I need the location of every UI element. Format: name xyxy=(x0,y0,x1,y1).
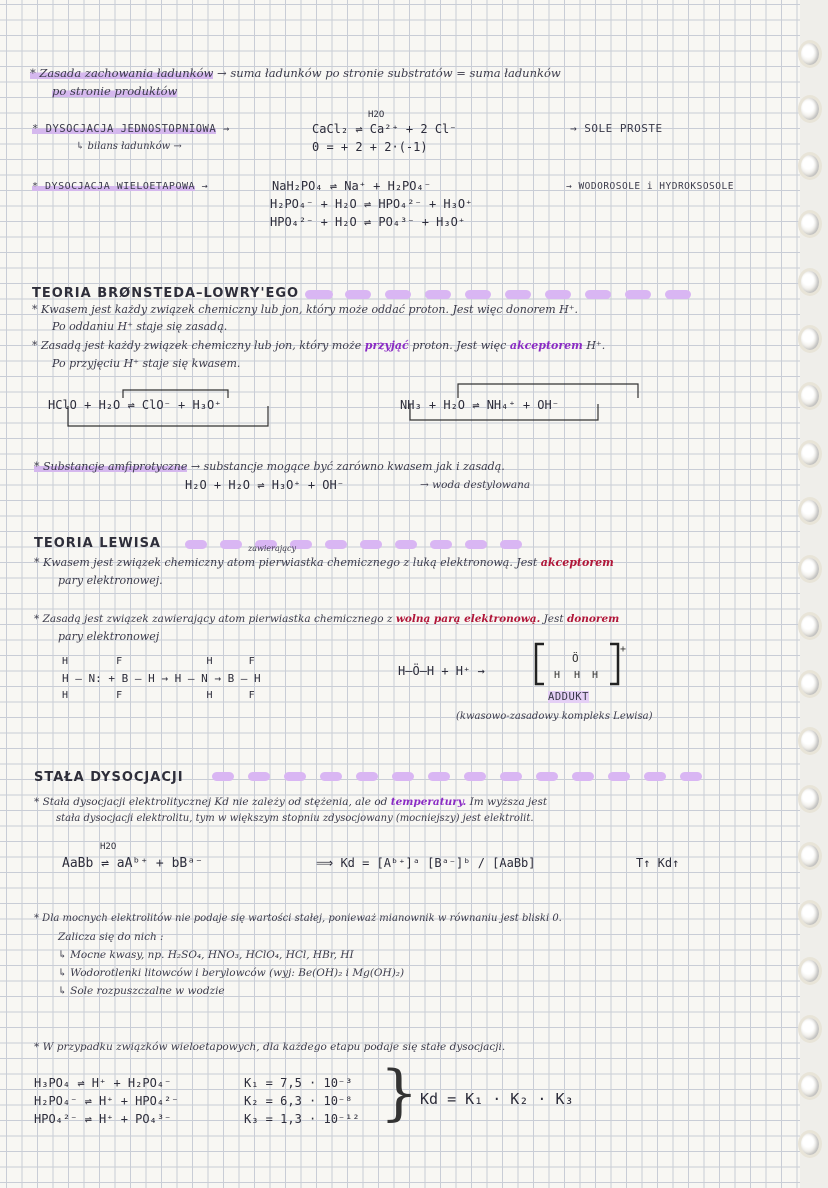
constant-def-text: * Stała dysocjacji elektrolitycznej Kd nie zależy od stężenia, ale od xyxy=(34,796,388,808)
svg-text:+: + xyxy=(620,644,627,655)
amphi-note: → woda destylowana xyxy=(420,479,531,491)
charge-rule xyxy=(30,66,561,80)
adduct-label xyxy=(548,690,589,704)
constant-def xyxy=(34,795,547,809)
dash-decoration xyxy=(248,772,270,781)
strong-bases: ↳ Wodorotlenki litowców i berylowców (wyj: Be(OH)₂ i Mg(OH)₂) xyxy=(58,967,405,979)
dash-decoration xyxy=(465,540,487,549)
multi-eq-2: H₂PO₄⁻ + H₂O ⇌ HPO₄²⁻ + H₃O⁺ xyxy=(270,197,473,211)
nh3-bf3-reaction: H – N: + B – H → H – N → B – H xyxy=(62,672,261,685)
simple-dissociation-title: * DYSOCJACJA JEDNOSTOPNIOWA → xyxy=(32,123,230,135)
dash-decoration xyxy=(284,772,306,781)
bronsted-base-def xyxy=(32,339,605,353)
lewis-acid-acceptor: akceptorem xyxy=(540,556,614,569)
charge-rule-cont xyxy=(52,84,177,98)
ring-icon xyxy=(798,440,822,468)
ring-icon xyxy=(798,957,822,985)
phosphoric-step-2: H₂PO₄⁻ ⇌ H⁺ + HPO₄²⁻ xyxy=(34,1094,179,1108)
dash-decoration xyxy=(392,772,414,781)
multi-result: → WODOROSOLE i HYDROKSOSOLE xyxy=(566,181,734,192)
charge-rule-title: * Zasada zachowania ładunków xyxy=(30,66,214,80)
ring-icon xyxy=(798,612,822,640)
amphi-equation: H₂O + H₂O ⇌ H₃O⁺ + OH⁻ xyxy=(185,478,344,492)
lewis-acid-text: * Kwasem jest związek chemiczny xyxy=(34,556,224,569)
ring-icon xyxy=(798,842,822,870)
base-def-acceptor: akceptorem xyxy=(509,339,583,352)
phosphoric-step-3: HPO₄²⁻ ⇌ H⁺ + PO₄³⁻ xyxy=(34,1112,172,1126)
base-def-cont: Po przyjęciu H⁺ staje się kwasem. xyxy=(52,357,241,370)
dash-decoration xyxy=(360,540,382,549)
ring-icon xyxy=(798,210,822,238)
strong-electrolytes: * Dla mocnych elektrolitów nie podaje się wartości stałej, ponieważ mianownik w równaniu jest bliski 0. xyxy=(34,913,562,924)
constant-def-cont: stała dysocjacji elektrolitu, tym w większym stopniu zdysocjowany (mocniejszy) jest elektrolit. xyxy=(56,813,534,824)
dash-decoration xyxy=(425,290,451,299)
dash-decoration xyxy=(608,772,630,781)
balance-label: ↳ bilans ładunków → xyxy=(76,141,182,152)
amphi-title: * Substancje amfiprotyczne xyxy=(34,460,188,473)
ring-icon xyxy=(798,900,822,928)
lewis-base-donor: donorem xyxy=(566,613,620,625)
dash-decoration xyxy=(465,290,491,299)
dash-decoration xyxy=(505,290,531,299)
dash-decoration xyxy=(428,772,450,781)
dash-decoration xyxy=(325,540,347,549)
lewis-base-text: * Zasadą jest związek zawierający atom pierwiastka chemicznego z xyxy=(34,613,393,625)
kd-formula: ⟹ Kd = [Aᵇ⁺]ᵃ [Bᵃ⁻]ᵇ / [AaBb] xyxy=(316,856,536,870)
svg-text:H: H xyxy=(592,670,599,681)
adduct-text: ADDUKT xyxy=(548,691,589,703)
simple-title-text: * DYSOCJACJA JEDNOSTOPNIOWA xyxy=(32,123,217,135)
temperature-relation: T↑ Kd↑ xyxy=(636,856,680,870)
dash-decoration xyxy=(430,540,452,549)
water-proton-reaction: H–Ö–H + H⁺ → xyxy=(398,664,485,678)
ring-icon xyxy=(798,1072,822,1100)
dash-decoration xyxy=(536,772,558,781)
ring-icon xyxy=(798,785,822,813)
k1-value: K₁ = 7,5 · 10⁻³ xyxy=(244,1076,353,1090)
constant-def-text2: Im wyższa jest xyxy=(469,796,548,808)
lewis-acid-def xyxy=(34,556,614,570)
lewis-title: TEORIA LEWISA xyxy=(34,536,161,551)
ring-icon xyxy=(798,727,822,755)
dash-decoration xyxy=(545,290,571,299)
lewis-acid-cont: pary elektronowej. xyxy=(58,574,163,587)
arrow-icon: → xyxy=(217,66,231,80)
base-def-text: * Zasadą jest każdy związek chemiczny lub jon, który może xyxy=(32,339,362,352)
lewis-base-def xyxy=(34,612,619,626)
ring-icon xyxy=(798,1015,822,1043)
base-def-text2: proton. Jest więc xyxy=(412,339,507,352)
strong-intro: Zalicza się do nich : xyxy=(58,931,164,943)
dash-decoration xyxy=(500,772,522,781)
ring-icon xyxy=(798,152,822,180)
multi-eq-3: HPO₄²⁻ + H₂O ⇌ PO₄³⁻ + H₃O⁺ xyxy=(270,215,466,229)
svg-text:H: H xyxy=(574,670,581,681)
kd-formula-text: Kd = [Aᵇ⁺]ᵃ [Bᵃ⁻]ᵇ / [AaBb] xyxy=(340,856,536,870)
dash-decoration xyxy=(395,540,417,549)
amphi-text: → substancje mogące być zarówno kwasem jak i zasadą. xyxy=(190,460,505,473)
lewis-base-text2: Jest xyxy=(543,613,564,625)
phosphoric-step-1: H₃PO₄ ⇌ H⁺ + H₂PO₄⁻ xyxy=(34,1076,172,1090)
base-def-h: H⁺. xyxy=(586,339,606,352)
constant-def-temp: temperatury. xyxy=(390,796,467,808)
ring-icon xyxy=(798,325,822,353)
ring-icon xyxy=(798,40,822,68)
dash-decoration xyxy=(572,772,594,781)
ring-icon xyxy=(798,497,822,525)
svg-text:H: H xyxy=(554,670,561,681)
dash-decoration xyxy=(345,290,371,299)
base-def-accept: przyjąć xyxy=(364,339,409,352)
ring-icon xyxy=(798,670,822,698)
dash-decoration xyxy=(625,290,651,299)
soluble-salts: ↳ Sole rozpuszczalne w wodzie xyxy=(58,985,225,997)
ring-icon xyxy=(798,268,822,296)
nh3-bf3-top: H F H F xyxy=(62,656,255,667)
acid-def-text: * Kwasem jest każdy związek chemiczny lub jon, który może oddać proton. Jest więc xyxy=(32,303,503,316)
dash-decoration xyxy=(305,290,333,299)
multi-dissociation-title: * DYSOCJACJA WIELOETAPOWA → xyxy=(32,181,209,192)
k2-value: K₂ = 6,3 · 10⁻⁸ xyxy=(244,1094,353,1108)
dash-decoration xyxy=(644,772,666,781)
bronsted-example-1: HClO + H₂O ⇌ ClO⁻ + H₃O⁺ xyxy=(48,398,222,412)
dash-decoration xyxy=(585,290,611,299)
dash-decoration xyxy=(220,540,242,549)
simple-equation: CaCl₂ ⇌ Ca²⁺ + 2 Cl⁻ xyxy=(312,122,457,136)
spiral-binding xyxy=(800,0,828,1188)
bronsted-title: TEORIA BRØNSTEDA–LOWRY'EGO xyxy=(32,286,300,301)
multi-title-text: * DYSOCJACJA WIELOETAPOWA xyxy=(32,181,196,192)
amphiprotic-def xyxy=(34,460,505,474)
multi-eq-1: NaH₂PO₄ ⇌ Na⁺ + H₂PO₄⁻ xyxy=(272,179,431,193)
ring-icon xyxy=(798,1130,822,1158)
hydronium-bracket-icon xyxy=(532,640,632,688)
dash-decoration xyxy=(500,540,522,549)
charge-rule-text: suma ładunków po stronie substratów = suma ładunków xyxy=(230,66,561,80)
strong-acids: ↳ Mocne kwasy, np. H₂SO₄, HNO₃, HClO₄, HCl, HBr, HI xyxy=(58,949,354,961)
lewis-acid-insert: zawierający xyxy=(248,544,296,553)
bronsted-example-2: NH₃ + H₂O ⇌ NH₄⁺ + OH⁻ xyxy=(400,398,559,412)
ring-icon xyxy=(798,382,822,410)
acid-def-cont: Po oddaniu H⁺ staje się zasadą. xyxy=(52,320,228,333)
k-total: Kd = K₁ · K₂ · K₃ xyxy=(420,1090,574,1108)
lewis-base-pair: wolną parą elektronową. xyxy=(395,613,541,625)
dash-decoration xyxy=(385,290,411,299)
dash-decoration xyxy=(680,772,702,781)
dash-decoration xyxy=(356,772,378,781)
lewis-acid-text2: atom pierwiastka chemicznego z luką elektronową. Jest xyxy=(226,556,538,569)
bronsted-acid-def xyxy=(32,303,578,317)
dash-decoration xyxy=(464,772,486,781)
brace-icon: } xyxy=(380,1058,419,1128)
h2o-label: H2O xyxy=(100,842,117,852)
svg-text:Ö: Ö xyxy=(572,652,579,665)
lewis-base-cont: pary elektronowej xyxy=(58,630,160,643)
dash-decoration xyxy=(185,540,207,549)
dash-decoration xyxy=(665,290,691,299)
ring-icon xyxy=(798,555,822,583)
dash-decoration xyxy=(320,772,342,781)
constant-title: STAŁA DYSOCJACJI xyxy=(34,770,184,785)
charge-rule-cont-text: po stronie produktów xyxy=(52,84,178,98)
h2o-label: H2O xyxy=(368,110,385,120)
general-dissociation: AaBb ⇌ aAᵇ⁺ + bBᵃ⁻ xyxy=(62,856,203,871)
k3-value: K₃ = 1,3 · 10⁻¹² xyxy=(244,1112,360,1126)
nh3-bf3-bottom: H F H F xyxy=(62,690,255,701)
multistep-constants: * W przypadku związków wieloetapowych, dla każdego etapu podaje się stałe dysocjacji. xyxy=(34,1041,506,1053)
adduct-note: (kwasowo-zasadowy kompleks Lewisa) xyxy=(456,711,653,722)
simple-result: → SOLE PROSTE xyxy=(570,122,663,135)
acid-def-donor: donorem H⁺. xyxy=(506,303,579,316)
balance-equation: 0 = + 2 + 2·(-1) xyxy=(312,140,428,154)
dash-decoration xyxy=(212,772,234,781)
ring-icon xyxy=(798,95,822,123)
